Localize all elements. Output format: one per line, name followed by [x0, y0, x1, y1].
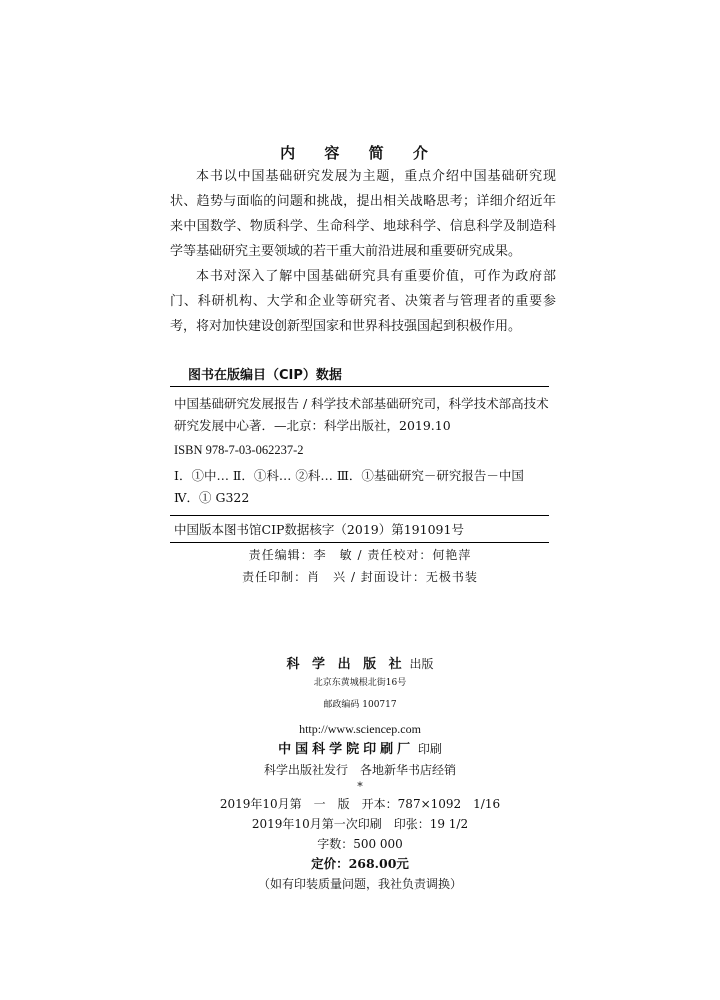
wordcount-line: 字数：500 000	[317, 837, 403, 851]
intro-paragraph-1: 本书以中国基础研究发展为主题，重点介绍中国基础研究现状、趋势与面临的问题和挑战，提出相关战略思考；详细介绍近年来中国数学、物质科学、生命科学、地球科学、信息科学及制造科学等基础研究主要领域的若干重大前沿进展和重要研究成果。	[170, 169, 556, 259]
credits-editors: 责任编辑：李 敏 / 责任校对：何艳萍	[248, 548, 472, 562]
publisher-address: 北京东黄城根北街16号	[313, 678, 407, 688]
cip-classification-1: Ⅰ．①中… Ⅱ．①科… ②科… Ⅲ．①基础研究－研究报告－中国	[174, 468, 524, 483]
printer-suffix: 印刷	[417, 742, 442, 756]
cip-heading: 图书在版编目（CIP）数据	[170, 364, 549, 387]
cip-data-block	[170, 364, 549, 543]
publisher-block	[0, 654, 720, 894]
credits-production: 责任印制：肖 兴 / 封面设计：无极书装	[242, 570, 478, 584]
intro-title: 内 容 简 介	[280, 144, 440, 162]
printing-line: 2019年10月第一次印刷 印张：19 1/2	[251, 817, 469, 831]
publisher-name-suffix: 出版	[409, 657, 434, 671]
publisher-url: http://www.sciencep.com	[299, 722, 421, 736]
publisher-name: 科 学 出 版 社	[286, 657, 406, 672]
cip-classification-2: Ⅳ．① G322	[174, 490, 250, 505]
separator-star: *	[357, 780, 363, 793]
edition-line: 2019年10月第 一 版 开本：787×1092 1/16	[219, 797, 501, 811]
publisher-postcode: 邮政编码 100717	[323, 700, 397, 710]
intro-paragraph-2: 本书对深入了解中国基础研究具有重要价值，可作为政府部门、科研机构、大学和企业等研究者、决策者与管理者的重要参考，将对加快建设创新型国家和世界科技强国起到积极作用。	[170, 269, 556, 334]
price-label: 定价：	[311, 856, 349, 871]
price-value: 268.00元	[348, 856, 409, 871]
printer-name: 中国科学院印刷厂	[278, 742, 415, 757]
quality-notice: （如有印装质量问题，我社负责调换）	[257, 877, 462, 891]
cip-isbn: ISBN 978-7-03-062237-2	[174, 443, 304, 457]
cip-title-line-1: 中国基础研究发展报告 / 科学技术部基础研究司，科学技术部高技术	[174, 396, 549, 411]
cip-number: 中国版本图书馆CIP数据核字（2019）第191091号	[170, 515, 549, 543]
distribution-line: 科学出版社发行 各地新华书店经销	[263, 763, 456, 777]
cip-title-line-2: 研究发展中心著．—北京：科学出版社，2019.10	[174, 418, 451, 433]
